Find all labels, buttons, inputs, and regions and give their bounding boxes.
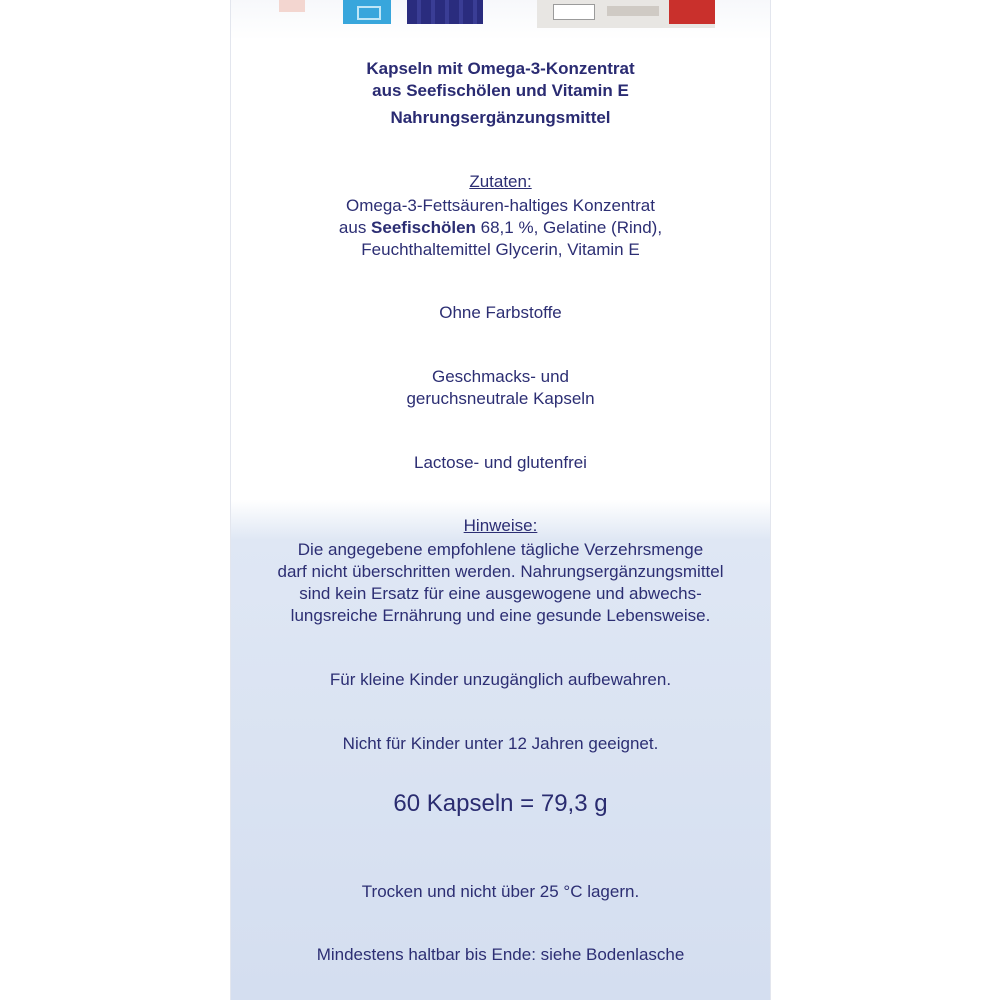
quantity-info: 60 Kapseln = 79,3 g	[393, 790, 608, 817]
notes-line2: darf nicht überschritten werden. Nahrungsergänzungsmittel	[277, 562, 724, 581]
flap-product-image	[537, 0, 715, 28]
notes-line1: Die angegebene empfohlene tägliche Verzehrsmenge	[297, 540, 704, 559]
notes-line3: sind kein Ersatz für eine ausgewogene und abwechs-	[299, 584, 702, 603]
product-title-line2: aus Seefischölen und Vitamin E	[372, 81, 629, 100]
top-flap-artwork	[231, 0, 770, 28]
package-back-panel	[231, 0, 770, 1000]
ingredients-line2: aus Seefischölen 68,1 %, Gelatine (Rind),	[338, 218, 663, 237]
best-before-note: Mindestens haltbar bis Ende: siehe Bodenlasche	[316, 945, 685, 964]
flap-blue-logo	[343, 0, 391, 24]
ingredients-line1: Omega-3-Fettsäuren-haltiges Konzentrat	[346, 196, 655, 215]
ingredients-heading: Zutaten:	[469, 172, 532, 191]
notes-heading: Hinweise:	[463, 516, 538, 535]
storage-instructions: Trocken und nicht über 25 °C lagern.	[361, 882, 640, 901]
age-warning: Nicht für Kinder unter 12 Jahren geeignet.	[342, 734, 659, 753]
free-from-claim: Lactose- und glutenfrei	[414, 453, 587, 472]
flap-navy-pattern	[407, 0, 483, 24]
neutral-claim-line1: Geschmacks- und	[432, 367, 569, 386]
product-title-line1: Kapseln mit Omega-3-Konzentrat	[366, 59, 635, 78]
no-colorants-claim: Ohne Farbstoffe	[439, 303, 562, 322]
neutral-claim-line2: geruchsneutrale Kapseln	[406, 389, 595, 408]
notes-line4: lungsreiche Ernährung und eine gesunde Lebensweise.	[290, 606, 711, 625]
ingredient-allergen: Seefischölen	[371, 218, 476, 237]
flap-red-detail	[279, 0, 305, 12]
product-category: Nahrungsergänzungsmittel	[390, 108, 611, 127]
ingredients-line3: Feuchthaltemittel Glycerin, Vitamin E	[361, 240, 640, 259]
children-storage-note: Für kleine Kinder unzugänglich aufbewahren.	[329, 670, 672, 689]
